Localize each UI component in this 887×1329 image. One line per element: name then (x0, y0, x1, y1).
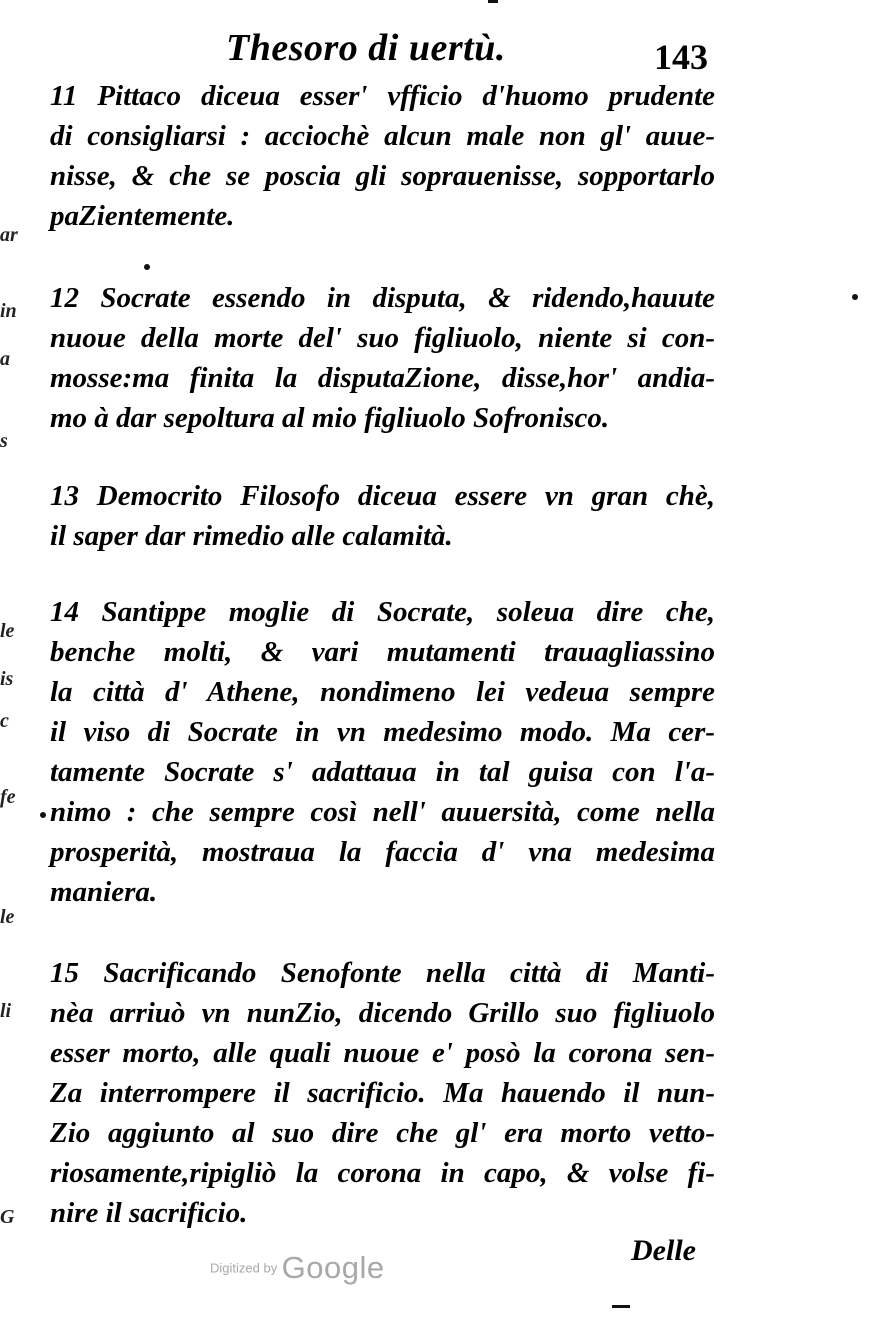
text-line: 11 Pittaco diceua esser' vfficio d'huomo prudente (50, 80, 715, 112)
text-line: la città d' Athene, nondimeno lei vedeua sempre (50, 676, 715, 708)
text-line: il viso di Socrate in vn medesimo modo. Ma cer- (50, 716, 715, 748)
paragraph-entry-11 (50, 76, 715, 236)
margin-bleed-fragment: c (0, 710, 9, 732)
margin-bleed-fragment: a (0, 348, 10, 370)
margin-bleed-fragment: is (0, 668, 14, 690)
text-line: riosamente,ripigliò la corona in capo, & volse fi- (50, 1157, 715, 1189)
margin-bleed-fragment: ar (0, 224, 18, 246)
text-line: di consigliarsi : acciochè alcun male non gl' auue- (50, 120, 715, 152)
margin-bleed-fragment: s (0, 430, 8, 452)
page-number: 143 (654, 37, 708, 77)
text-line: prosperità, mostraua la faccia d' vna medesima (50, 836, 715, 868)
margin-bleed-fragment: fe (0, 786, 16, 808)
running-head: Thesoro di uertù. (226, 27, 506, 69)
text-line: Zio aggiunto al suo dire che gl' era morto vetto- (50, 1117, 715, 1149)
ink-mark (612, 1305, 630, 1308)
text-line: 15 Sacrificando Senofonte nella città di Manti- (50, 957, 715, 989)
margin-bleed-fragment: G (0, 1206, 15, 1228)
text-line: Za interrompere il sacrificio. Ma hauendo il nun- (50, 1077, 715, 1109)
margin-bleed-fragment: le (0, 620, 15, 642)
text-line: maniera. (50, 876, 158, 908)
text-line: nisse, & che se poscia gli soprauenisse, sopportarlo (50, 160, 715, 192)
text-line: 13 Democrito Filosofo diceua essere vn gran chè, (50, 480, 715, 512)
watermark-prefix: Digitized by (210, 1260, 278, 1276)
digitized-watermark (210, 1250, 385, 1286)
ink-mark (488, 0, 498, 3)
ink-speck (852, 294, 858, 300)
text-line: benche molti, & vari mutamenti trauagliassino (50, 636, 715, 668)
text-line: tamente Socrate s' adattaua in tal guisa con l'a- (50, 756, 715, 788)
ink-speck (144, 264, 150, 270)
ink-speck (40, 812, 46, 818)
text-line: nire il sacrificio. (50, 1197, 248, 1229)
text-line: paZientemente. (50, 200, 235, 232)
text-line: esser morto, alle quali nuoue e' posò la corona sen- (50, 1037, 715, 1069)
margin-bleed-fragment: li (0, 1000, 12, 1022)
text-line: nimo : che sempre così nell' auuersità, come nella (50, 796, 715, 828)
paragraph-entry-14 (50, 592, 715, 912)
margin-bleed-fragment: le (0, 906, 15, 928)
paragraph-entry-15 (50, 953, 715, 1233)
google-logo: Google (281, 1250, 385, 1285)
margin-bleed-fragment: in (0, 300, 17, 322)
text-line: nuoue della morte del' suo figliuolo, niente si con- (50, 322, 715, 354)
text-line: nèa arriuò vn nunZio, dicendo Grillo suo figliuolo (50, 997, 715, 1029)
text-line: 12 Socrate essendo in disputa, & ridendo,hauute (50, 282, 715, 314)
text-line: il saper dar rimedio alle calamità. (50, 520, 453, 552)
text-line: 14 Santippe moglie di Socrate, soleua dire che, (50, 596, 715, 628)
paragraph-entry-12 (50, 278, 715, 438)
paragraph-entry-13 (50, 476, 715, 556)
catchword: Delle (631, 1234, 696, 1267)
text-line: mosse:ma finita la disputaZione, disse,hor' andia- (50, 362, 715, 394)
text-line: mo à dar sepoltura al mio figliuolo Sofronisco. (50, 402, 610, 434)
